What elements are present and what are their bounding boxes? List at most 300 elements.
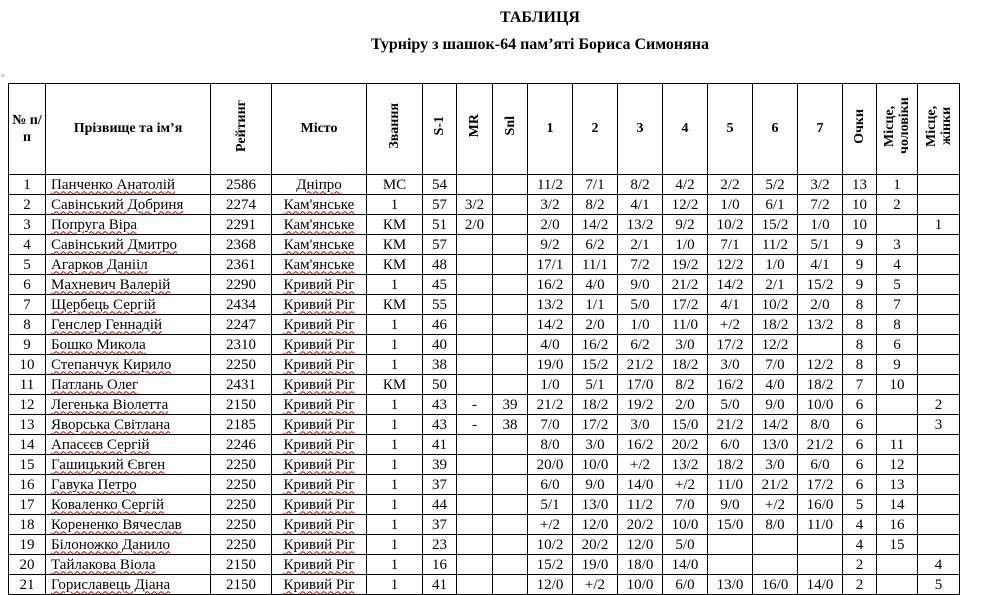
cell-snl <box>493 255 528 275</box>
cell-mr <box>457 435 493 455</box>
cell-round-4: 6/0 <box>663 575 708 595</box>
cell-place-men: 14 <box>877 495 918 515</box>
cell-s1: 44 <box>423 495 457 515</box>
cell-rating: 2586 <box>211 175 272 195</box>
cell-name: Савінський Добриня <box>46 195 211 215</box>
cell-title: КМ <box>367 255 423 275</box>
table-row <box>9 555 960 575</box>
cell-round-2: 6/2 <box>573 235 618 255</box>
cell-city: Кривий Ріг <box>272 335 367 355</box>
cell-title: КМ <box>367 295 423 315</box>
header-snl: Snl <box>493 84 528 175</box>
cell-number: 21 <box>9 575 46 595</box>
cell-rating: 2290 <box>211 275 272 295</box>
cell-title: КМ <box>367 375 423 395</box>
cell-round-2: 14/2 <box>573 215 618 235</box>
cell-place-women <box>918 535 960 555</box>
cell-round-1: 8/0 <box>528 435 573 455</box>
cell-points: 6 <box>843 455 877 475</box>
cell-snl <box>493 275 528 295</box>
cell-number: 20 <box>9 555 46 575</box>
cell-points: 6 <box>843 415 877 435</box>
cell-round-7: 18/2 <box>798 375 843 395</box>
cell-round-5: +/2 <box>708 315 753 335</box>
cell-place-men: 6 <box>877 335 918 355</box>
cell-s1: 43 <box>423 395 457 415</box>
cell-points: 2 <box>843 575 877 595</box>
cell-round-4: 10/0 <box>663 515 708 535</box>
cell-place-women <box>918 475 960 495</box>
cell-city: Кам'янське <box>272 195 367 215</box>
cell-round-3: 17/0 <box>618 375 663 395</box>
cell-name: Яворська Світлана <box>46 415 211 435</box>
header-rating: Рейтинг <box>211 84 272 175</box>
cell-round-7: 21/2 <box>798 435 843 455</box>
cell-place-men: 8 <box>877 315 918 335</box>
cell-round-4: 15/0 <box>663 415 708 435</box>
cell-round-4: 3/0 <box>663 335 708 355</box>
cell-round-4: 8/2 <box>663 375 708 395</box>
cell-round-3: 20/2 <box>618 515 663 535</box>
cell-round-3: 1/0 <box>618 315 663 335</box>
cell-snl <box>493 315 528 335</box>
cell-place-men <box>877 555 918 575</box>
cell-place-women <box>918 195 960 215</box>
cell-round-4: 11/0 <box>663 315 708 335</box>
cell-title: 1 <box>367 355 423 375</box>
cell-mr: 2/0 <box>457 215 493 235</box>
cell-place-men <box>877 215 918 235</box>
cell-title: 1 <box>367 515 423 535</box>
cell-snl <box>493 355 528 375</box>
cell-round-1: 1/0 <box>528 375 573 395</box>
cell-round-3: +/2 <box>618 455 663 475</box>
cell-round-3: 2/1 <box>618 235 663 255</box>
cell-round-1: 7/0 <box>528 415 573 435</box>
cell-snl <box>493 215 528 235</box>
cell-mr <box>457 355 493 375</box>
cell-round-7: 11/0 <box>798 515 843 535</box>
cell-round-6: 13/0 <box>753 435 798 455</box>
table-row <box>9 435 960 455</box>
cell-round-5: 4/1 <box>708 295 753 315</box>
header-round-6: 6 <box>753 84 798 175</box>
cell-round-4: 13/2 <box>663 455 708 475</box>
cell-round-7: 12/2 <box>798 355 843 375</box>
cell-snl <box>493 455 528 475</box>
cell-city: Кам'янське <box>272 255 367 275</box>
cell-snl <box>493 235 528 255</box>
cell-number: 5 <box>9 255 46 275</box>
cell-round-4: 1/0 <box>663 235 708 255</box>
cell-place-women <box>918 335 960 355</box>
cell-round-1: 16/2 <box>528 275 573 295</box>
cell-mr <box>457 275 493 295</box>
cell-round-5: 1/0 <box>708 195 753 215</box>
cell-snl <box>493 475 528 495</box>
cell-city: Кривий Ріг <box>272 535 367 555</box>
cell-place-men: 7 <box>877 295 918 315</box>
cell-round-6: 2/1 <box>753 275 798 295</box>
cell-points: 13 <box>843 175 877 195</box>
cell-round-3: 10/0 <box>618 575 663 595</box>
cell-name: Гавука Петро <box>46 475 211 495</box>
cell-place-women <box>918 455 960 475</box>
cell-round-1: 9/2 <box>528 235 573 255</box>
cell-round-4: 4/2 <box>663 175 708 195</box>
table-row <box>9 195 960 215</box>
cell-round-5: 15/0 <box>708 515 753 535</box>
cell-round-7: 10/0 <box>798 395 843 415</box>
cell-number: 7 <box>9 295 46 315</box>
cell-points: 9 <box>843 235 877 255</box>
cell-mr: - <box>457 395 493 415</box>
table-row <box>9 235 960 255</box>
cell-place-men: 5 <box>877 275 918 295</box>
cell-mr <box>457 495 493 515</box>
cell-round-4: 20/2 <box>663 435 708 455</box>
cell-title: 1 <box>367 315 423 335</box>
cell-round-3: 5/0 <box>618 295 663 315</box>
cell-round-2: 20/2 <box>573 535 618 555</box>
cell-city: Кам'янське <box>272 215 367 235</box>
cell-city: Кривий Ріг <box>272 315 367 335</box>
cell-points: 5 <box>843 495 877 515</box>
cell-place-men: 1 <box>877 175 918 195</box>
cell-round-2: 7/1 <box>573 175 618 195</box>
cell-city: Кривий Ріг <box>272 575 367 595</box>
cell-number: 16 <box>9 475 46 495</box>
header-row <box>9 84 960 175</box>
cell-s1: 50 <box>423 375 457 395</box>
cell-rating: 2434 <box>211 295 272 315</box>
cell-round-7 <box>798 555 843 575</box>
cell-round-6: 14/2 <box>753 415 798 435</box>
cell-round-6: 5/2 <box>753 175 798 195</box>
cell-rating: 2250 <box>211 515 272 535</box>
cell-round-1: 5/1 <box>528 495 573 515</box>
cell-round-3: 8/2 <box>618 175 663 195</box>
cell-snl <box>493 375 528 395</box>
cell-number: 13 <box>9 415 46 435</box>
cell-number: 3 <box>9 215 46 235</box>
cell-points: 10 <box>843 215 877 235</box>
cell-mr <box>457 475 493 495</box>
cell-round-6: 1/0 <box>753 255 798 275</box>
cell-name: Гашицький Євген <box>46 455 211 475</box>
cell-place-men <box>877 395 918 415</box>
cell-points: 9 <box>843 255 877 275</box>
cell-round-5: 12/2 <box>708 255 753 275</box>
cell-round-1: 17/1 <box>528 255 573 275</box>
cell-place-women <box>918 495 960 515</box>
cell-round-2: 8/2 <box>573 195 618 215</box>
cell-snl <box>493 295 528 315</box>
cell-round-3: 14/0 <box>618 475 663 495</box>
header-round-7: 7 <box>798 84 843 175</box>
cell-city: Кривий Ріг <box>272 515 367 535</box>
cell-title: 1 <box>367 275 423 295</box>
table-row <box>9 535 960 555</box>
cell-title: 1 <box>367 455 423 475</box>
cell-round-7 <box>798 335 843 355</box>
cell-round-6: 9/0 <box>753 395 798 415</box>
cell-place-women: 2 <box>918 395 960 415</box>
cell-round-6: 11/2 <box>753 235 798 255</box>
cell-round-5 <box>708 535 753 555</box>
cell-round-6: 12/2 <box>753 335 798 355</box>
cell-city: Кривий Ріг <box>272 475 367 495</box>
cell-place-men <box>877 415 918 435</box>
cell-round-6: 10/2 <box>753 295 798 315</box>
cell-round-1: 20/0 <box>528 455 573 475</box>
cell-number: 8 <box>9 315 46 335</box>
cell-round-1: 2/0 <box>528 215 573 235</box>
cell-place-women <box>918 375 960 395</box>
cell-round-7: 6/0 <box>798 455 843 475</box>
table-row <box>9 415 960 435</box>
table-row <box>9 175 960 195</box>
cell-s1: 38 <box>423 355 457 375</box>
cell-number: 4 <box>9 235 46 255</box>
cell-round-1: 14/2 <box>528 315 573 335</box>
cell-round-5: 5/0 <box>708 395 753 415</box>
cell-round-6: 4/0 <box>753 375 798 395</box>
table-row <box>9 395 960 415</box>
cell-rating: 2310 <box>211 335 272 355</box>
table-row <box>9 375 960 395</box>
cell-points: 6 <box>843 435 877 455</box>
cell-points: 8 <box>843 355 877 375</box>
cell-s1: 40 <box>423 335 457 355</box>
cell-number: 15 <box>9 455 46 475</box>
cell-snl <box>493 435 528 455</box>
cell-round-7: 2/0 <box>798 295 843 315</box>
cell-round-2: 12/0 <box>573 515 618 535</box>
cell-round-2: 17/2 <box>573 415 618 435</box>
cell-snl <box>493 335 528 355</box>
cell-city: Кривий Ріг <box>272 295 367 315</box>
cell-round-1: +/2 <box>528 515 573 535</box>
cell-snl <box>493 535 528 555</box>
cell-round-3: 4/1 <box>618 195 663 215</box>
cell-round-6: 6/1 <box>753 195 798 215</box>
cell-place-men: 3 <box>877 235 918 255</box>
cell-place-men: 12 <box>877 455 918 475</box>
cell-s1: 45 <box>423 275 457 295</box>
cell-round-6 <box>753 535 798 555</box>
cell-snl <box>493 515 528 535</box>
cell-round-3: 13/2 <box>618 215 663 235</box>
cell-rating: 2291 <box>211 215 272 235</box>
cell-city: Кривий Ріг <box>272 415 367 435</box>
cell-place-women <box>918 175 960 195</box>
cell-snl <box>493 575 528 595</box>
cell-points: 2 <box>843 555 877 575</box>
cell-title: 1 <box>367 395 423 415</box>
cell-round-3: 21/2 <box>618 355 663 375</box>
cell-name: Савінський Дмитро <box>46 235 211 255</box>
cell-round-3: 12/0 <box>618 535 663 555</box>
header-round-1: 1 <box>528 84 573 175</box>
cell-city: Кривий Ріг <box>272 375 367 395</box>
cell-place-women: 5 <box>918 575 960 595</box>
cell-title: 1 <box>367 475 423 495</box>
cell-round-4: 7/0 <box>663 495 708 515</box>
cell-round-4: 18/2 <box>663 355 708 375</box>
cell-round-1: 11/2 <box>528 175 573 195</box>
cell-place-men <box>877 575 918 595</box>
cell-mr <box>457 375 493 395</box>
cell-name: Степанчук Кирило <box>46 355 211 375</box>
cell-round-4: 2/0 <box>663 395 708 415</box>
cell-title: МС <box>367 175 423 195</box>
cell-round-7: 15/2 <box>798 275 843 295</box>
cell-round-5: 16/2 <box>708 375 753 395</box>
cell-round-1: 12/0 <box>528 575 573 595</box>
cell-round-3: 7/2 <box>618 255 663 275</box>
cell-place-women <box>918 435 960 455</box>
cell-round-7: 14/0 <box>798 575 843 595</box>
cell-place-men: 11 <box>877 435 918 455</box>
cell-title: 1 <box>367 335 423 355</box>
cell-name: Гориславець Діана <box>46 575 211 595</box>
cell-number: 6 <box>9 275 46 295</box>
cell-title: 1 <box>367 195 423 215</box>
cell-round-1: 4/0 <box>528 335 573 355</box>
cell-rating: 2250 <box>211 495 272 515</box>
table-row <box>9 575 960 595</box>
cell-city: Кам'янське <box>272 235 367 255</box>
cell-round-5: 17/2 <box>708 335 753 355</box>
cell-mr: - <box>457 415 493 435</box>
cell-place-women <box>918 515 960 535</box>
cell-city: Кривий Ріг <box>272 275 367 295</box>
header-name: Прізвище та ім’я <box>46 84 211 175</box>
cell-name: Панченко Анатолій <box>46 175 211 195</box>
cell-round-5: 7/1 <box>708 235 753 255</box>
table-row <box>9 495 960 515</box>
cell-round-1: 3/2 <box>528 195 573 215</box>
table-row <box>9 295 960 315</box>
cell-name: Попруга Віра <box>46 215 211 235</box>
cell-s1: 51 <box>423 215 457 235</box>
cell-rating: 2246 <box>211 435 272 455</box>
table-row <box>9 355 960 375</box>
cell-snl <box>493 555 528 575</box>
table-row <box>9 455 960 475</box>
cell-number: 12 <box>9 395 46 415</box>
cell-points: 10 <box>843 195 877 215</box>
cell-number: 11 <box>9 375 46 395</box>
cell-place-women <box>918 275 960 295</box>
cell-round-2: 10/0 <box>573 455 618 475</box>
cell-s1: 48 <box>423 255 457 275</box>
table-row <box>9 335 960 355</box>
cell-round-4: 9/2 <box>663 215 708 235</box>
header-s1: S-1 <box>423 84 457 175</box>
cell-round-5: 3/0 <box>708 355 753 375</box>
header-num: № п/п <box>9 84 46 175</box>
table-row <box>9 315 960 335</box>
cell-round-3: 16/2 <box>618 435 663 455</box>
cell-round-2: 2/0 <box>573 315 618 335</box>
cell-round-1: 15/2 <box>528 555 573 575</box>
cell-name: Генслер Геннадій <box>46 315 211 335</box>
cell-mr <box>457 515 493 535</box>
cell-round-2: 18/2 <box>573 395 618 415</box>
cell-round-2: 19/0 <box>573 555 618 575</box>
cell-round-2: 3/0 <box>573 435 618 455</box>
cell-round-6: 7/0 <box>753 355 798 375</box>
cell-round-4: 19/2 <box>663 255 708 275</box>
cell-rating: 2250 <box>211 535 272 555</box>
cell-round-5: 14/2 <box>708 275 753 295</box>
cell-round-4: 14/0 <box>663 555 708 575</box>
cell-place-women: 1 <box>918 215 960 235</box>
cell-round-1: 21/2 <box>528 395 573 415</box>
cell-round-2: 4/0 <box>573 275 618 295</box>
cell-points: 4 <box>843 535 877 555</box>
cell-place-women <box>918 355 960 375</box>
cell-name: Махневич Валерій <box>46 275 211 295</box>
cell-round-7: 8/0 <box>798 415 843 435</box>
cell-round-2: +/2 <box>573 575 618 595</box>
cell-title: КМ <box>367 215 423 235</box>
header-round-4: 4 <box>663 84 708 175</box>
cell-rating: 2150 <box>211 575 272 595</box>
cell-round-6: +/2 <box>753 495 798 515</box>
cell-round-5: 13/0 <box>708 575 753 595</box>
cell-rating: 2150 <box>211 395 272 415</box>
cell-mr <box>457 235 493 255</box>
cell-snl <box>493 195 528 215</box>
cell-round-6: 3/0 <box>753 455 798 475</box>
cell-place-women <box>918 295 960 315</box>
cell-rating: 2361 <box>211 255 272 275</box>
cell-round-5: 2/2 <box>708 175 753 195</box>
cell-title: 1 <box>367 435 423 455</box>
cell-place-women: 3 <box>918 415 960 435</box>
cell-s1: 39 <box>423 455 457 475</box>
cell-round-4: 21/2 <box>663 275 708 295</box>
cell-round-7 <box>798 535 843 555</box>
cell-round-7: 5/1 <box>798 235 843 255</box>
cell-mr: 3/2 <box>457 195 493 215</box>
table-row <box>9 275 960 295</box>
cell-title: 1 <box>367 575 423 595</box>
cell-points: 8 <box>843 295 877 315</box>
cell-round-2: 5/1 <box>573 375 618 395</box>
cell-points: 4 <box>843 515 877 535</box>
cell-round-7: 4/1 <box>798 255 843 275</box>
cell-round-1: 13/2 <box>528 295 573 315</box>
cell-number: 10 <box>9 355 46 375</box>
cell-round-1: 6/0 <box>528 475 573 495</box>
cell-name: Корененко Вячеслав <box>46 515 211 535</box>
cell-mr <box>457 575 493 595</box>
cell-mr <box>457 335 493 355</box>
cell-s1: 55 <box>423 295 457 315</box>
cell-mr <box>457 315 493 335</box>
cell-rating: 2250 <box>211 355 272 375</box>
cell-round-3: 9/0 <box>618 275 663 295</box>
cell-rating: 2431 <box>211 375 272 395</box>
cell-city: Кривий Ріг <box>272 555 367 575</box>
cell-s1: 16 <box>423 555 457 575</box>
cell-city: Кривий Ріг <box>272 455 367 475</box>
cell-round-7: 7/2 <box>798 195 843 215</box>
